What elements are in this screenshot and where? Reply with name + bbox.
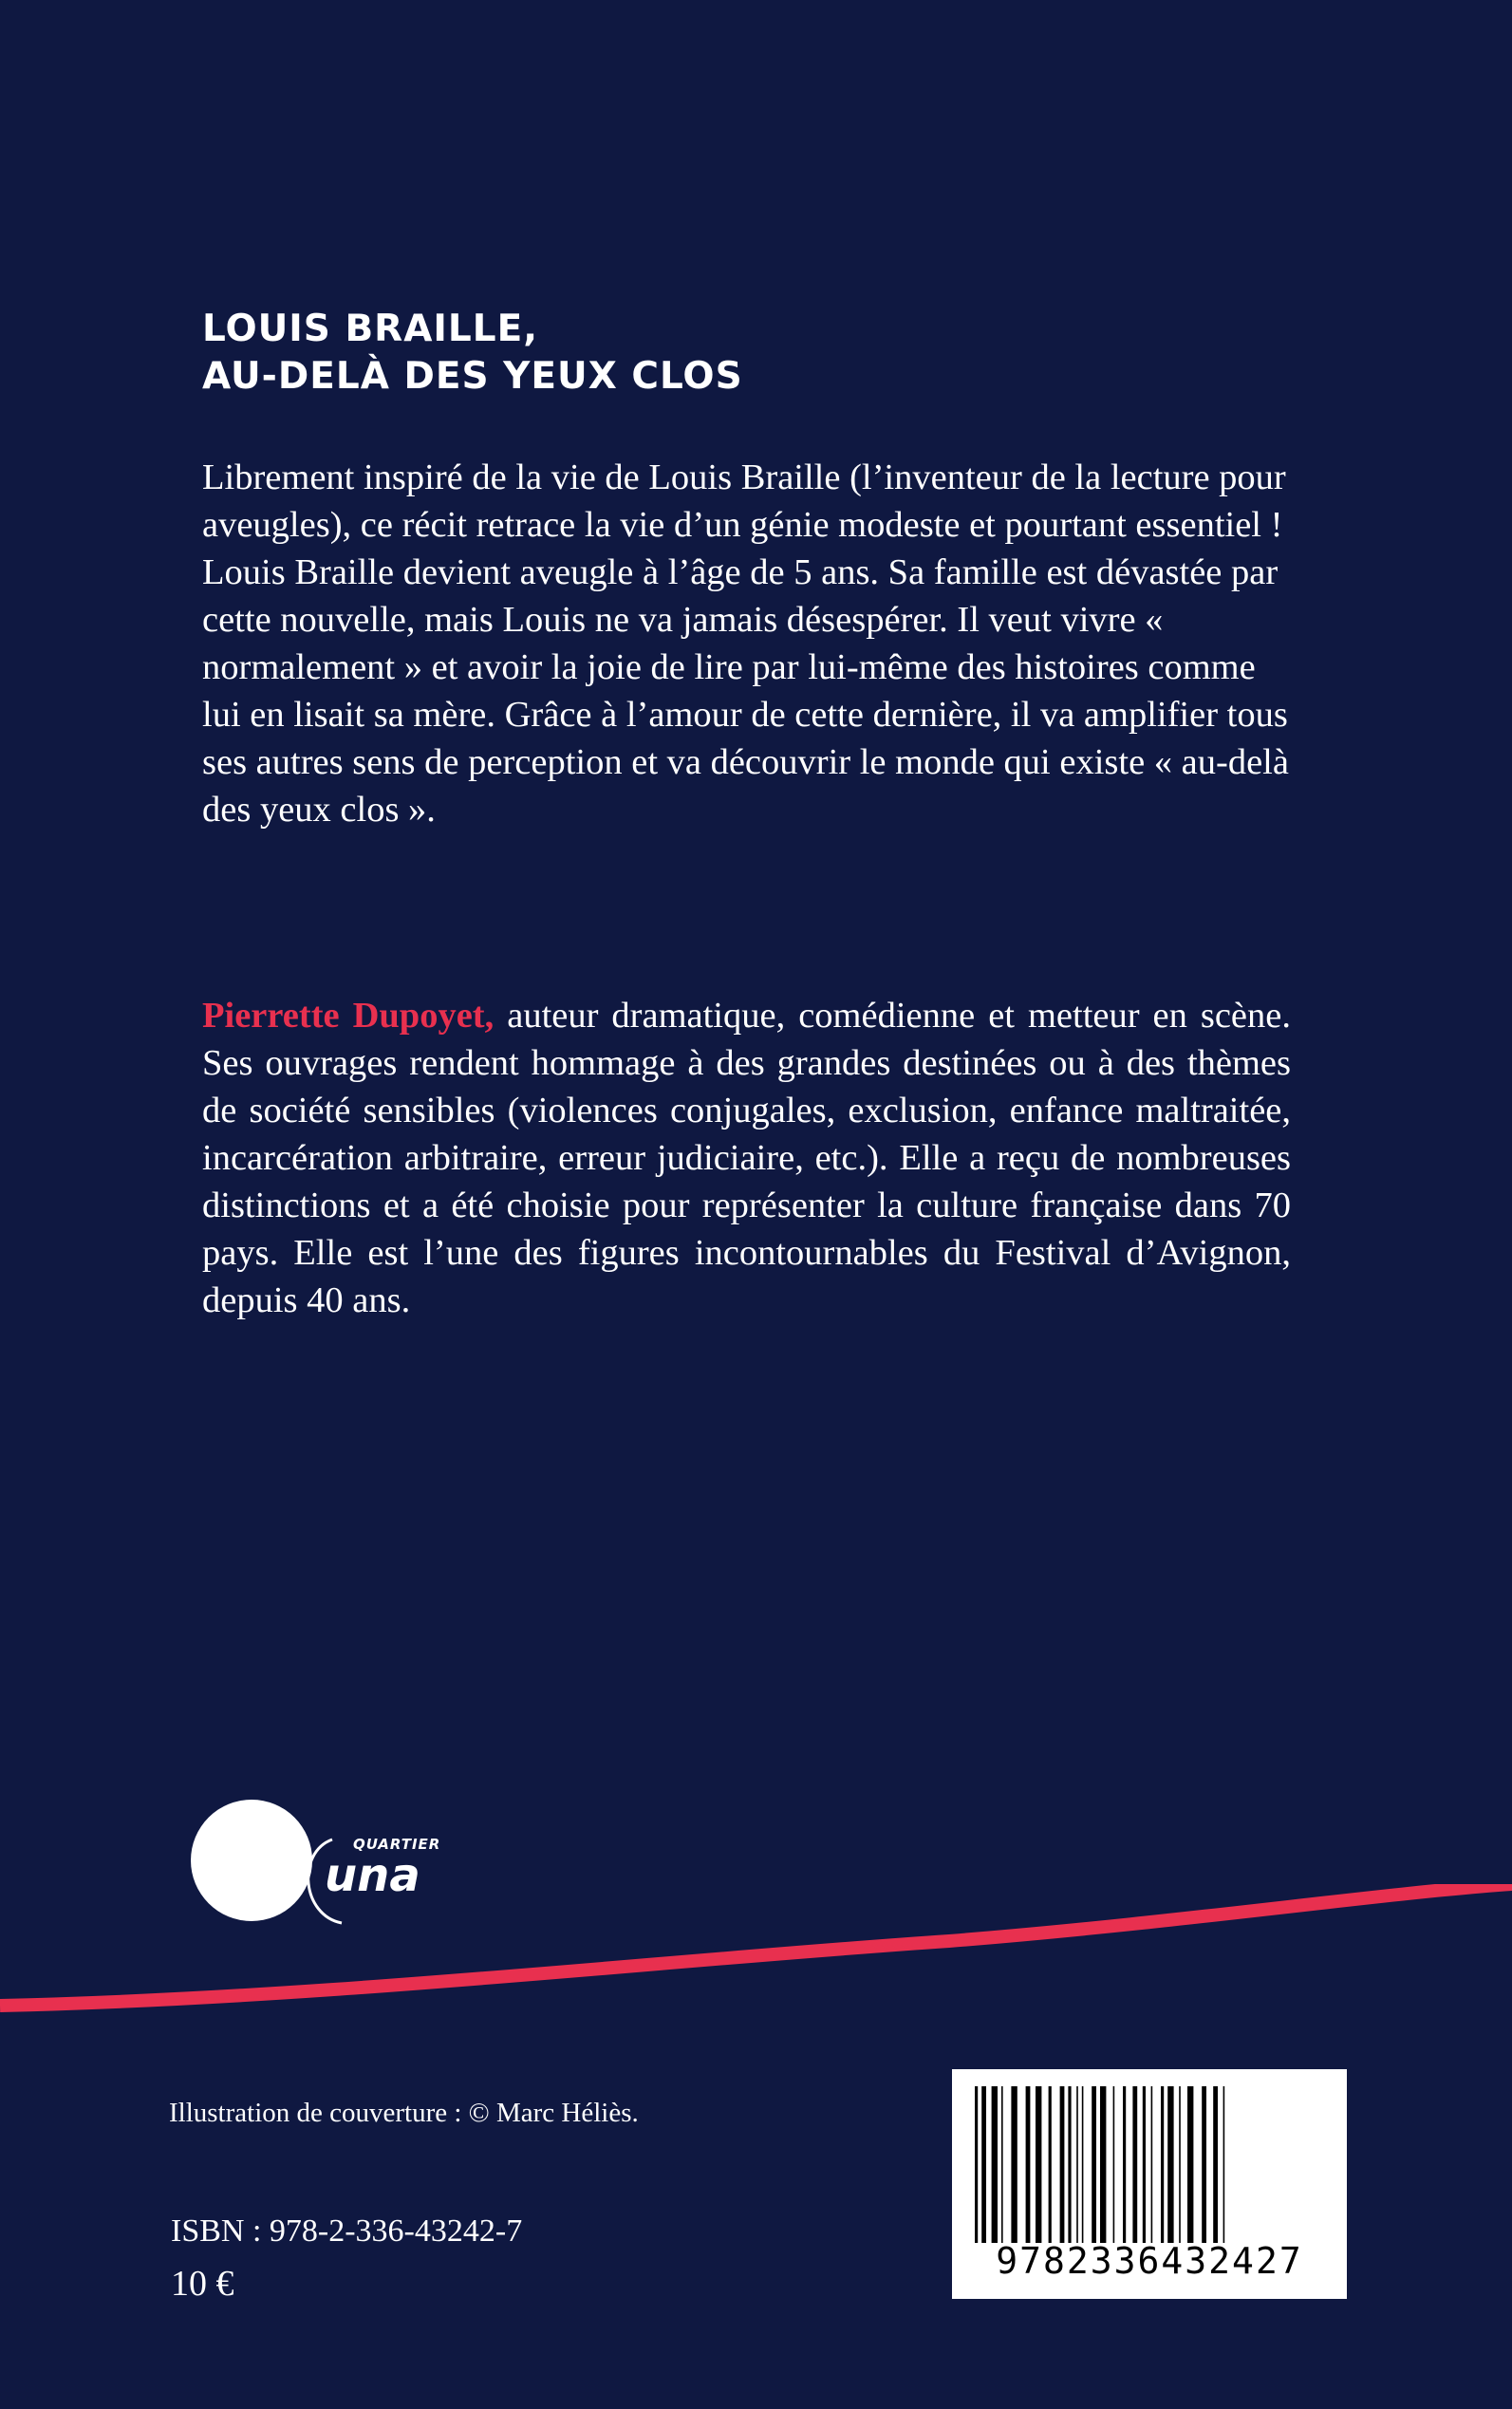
barcode-bar	[1167, 2086, 1173, 2243]
barcode-digits: 9782336432427	[996, 2240, 1303, 2282]
barcode-bar	[1100, 2086, 1106, 2243]
book-title-line-1: LOUIS BRAILLE,	[202, 308, 539, 350]
author-bio-text: auteur dramatique, comédienne et metteur en scène. Ses ouvrages rendent hommage à des grandes destinées ou à des thèmes de société sensibles (violences conjugales, exclusion, enfance maltraitée, incarcération arbitraire, erreur judiciaire, etc.). Elle a reçu de nombreuses distinctions et a été choisie pour représenter la culture française dans 70 pays. Elle est l’une des figures incontournables du Festival d’Avignon, depuis 40 ans.	[202, 996, 1291, 1320]
barcode-bar	[1151, 2086, 1153, 2243]
barcode-bar	[1026, 2086, 1031, 2243]
barcode-bar	[1076, 2086, 1078, 2243]
barcode-bar	[1223, 2086, 1225, 2243]
barcode-bar	[1161, 2086, 1164, 2243]
barcode	[952, 2069, 1347, 2299]
barcode-bar	[1123, 2086, 1126, 2243]
barcode-bar	[1036, 2086, 1041, 2243]
price: 10 €	[171, 2264, 234, 2304]
isbn: ISBN : 978-2-336-43242-7	[171, 2213, 523, 2249]
book-title-line-2: AU-DELÀ DES YEUX CLOS	[202, 355, 743, 398]
author-bio	[202, 992, 1291, 1324]
barcode-bar	[1113, 2086, 1115, 2243]
barcode-bar	[981, 2086, 986, 2243]
barcode-bar	[1092, 2086, 1096, 2243]
barcode-bar	[1060, 2086, 1065, 2243]
barcode-bar	[1082, 2086, 1084, 2243]
barcode-bars	[973, 2086, 1326, 2243]
barcode-bar	[1132, 2086, 1137, 2243]
author-name: Pierrette Dupoyet,	[202, 996, 495, 1036]
summary-paragraph-2: Louis Braille devient aveugle à l’âge de 5 ans. Sa famille est dévastée par cette nouvelle, mais Louis ne va jamais désespérer. Il veut vivre « normalement » et avoir la joie de lire par lui-même des histoires comme lui en lisait sa mère. Grâce à l’amour de cette dernière, il va amplifier tous ses autres sens de perception et va découvrir le monde qui existe « au-delà des yeux clos ».	[202, 552, 1289, 830]
barcode-bar	[1011, 2086, 1017, 2243]
barcode-bar	[1179, 2086, 1181, 2243]
decorative-swoosh	[0, 1884, 1512, 2026]
barcode-bar	[975, 2086, 978, 2243]
book-summary	[202, 454, 1291, 833]
barcode-bar	[1202, 2086, 1206, 2243]
cover-illustration-credit: Illustration de couverture : © Marc Héliès.	[169, 2098, 639, 2128]
barcode-bar	[1068, 2086, 1071, 2243]
book-title	[202, 306, 1341, 401]
logo-small-text: QUARTIER	[353, 1836, 441, 1853]
barcode-bar	[1049, 2086, 1052, 2243]
logo-large-text: una	[325, 1849, 420, 1902]
barcode-bar	[1001, 2086, 1003, 2243]
barcode-bar	[1213, 2086, 1218, 2243]
barcode-bar	[1143, 2086, 1146, 2243]
barcode-bar	[1187, 2086, 1193, 2243]
summary-paragraph-1: Librement inspiré de la vie de Louis Braille (l’inventeur de la lecture pour aveugles), ce récit retrace la vie d’un génie modeste et pourtant essentiel !	[202, 458, 1286, 545]
barcode-bar	[992, 2086, 998, 2243]
